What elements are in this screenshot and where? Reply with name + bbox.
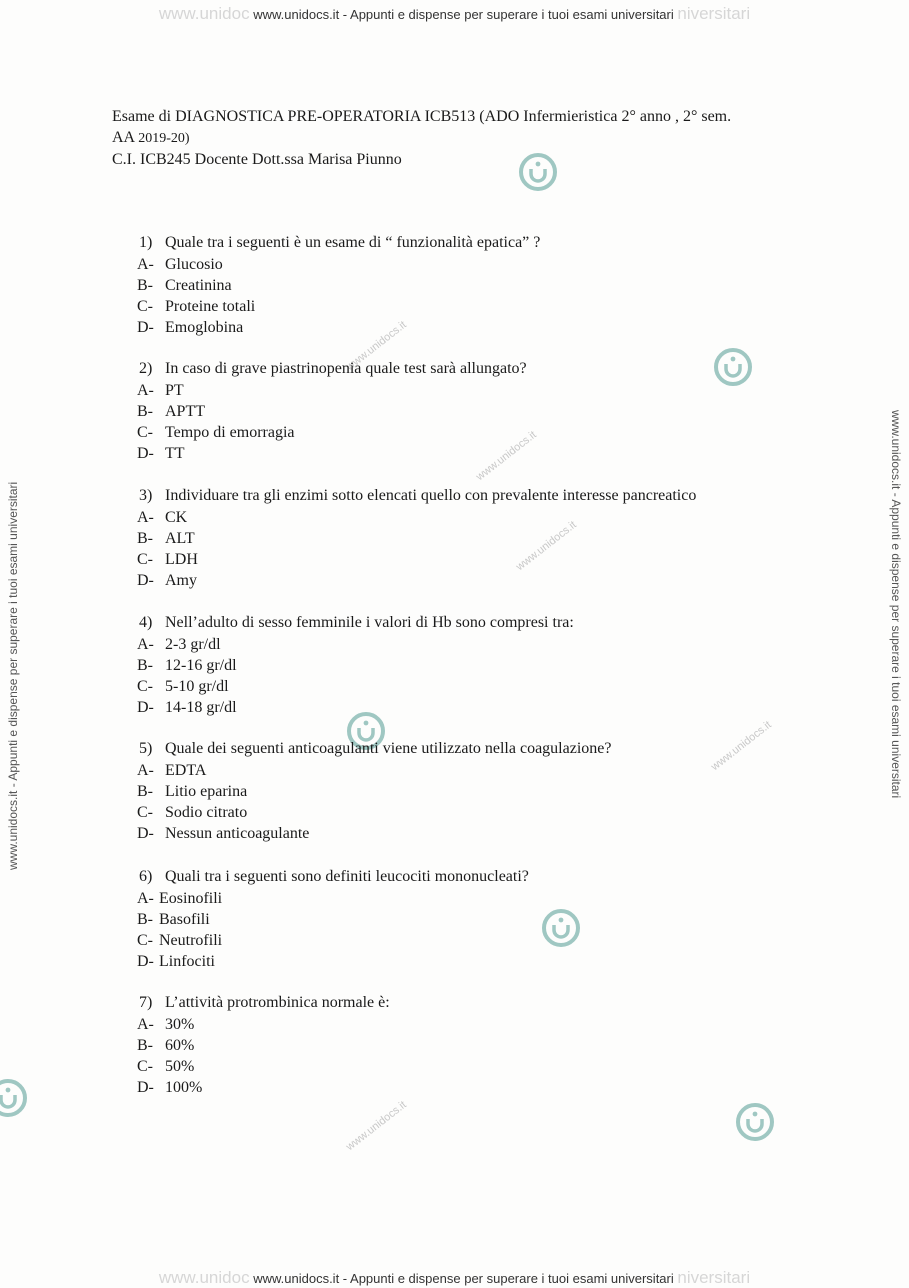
question-4 [137, 612, 837, 718]
question-text: Quale dei seguenti anticoagulanti viene utilizzato nella coagulazione? [165, 740, 612, 757]
question-text: L’attività protrombinica normale è: [165, 994, 390, 1011]
option-c: C- 50% [137, 1058, 195, 1075]
option-b: B- ALT [137, 530, 195, 547]
exam-course-teacher: C.I. ICB245 Docente Dott.ssa Marisa Piunno [112, 151, 402, 168]
question-number: 7) [139, 994, 153, 1011]
exam-header [112, 106, 852, 170]
option-b: B- Basofili [137, 911, 210, 928]
watermark-footer-text: www.unidocs.it - Appunti e dispense per superare i tuoi esami universitari [253, 1271, 674, 1286]
watermark-faint-right: niversitari [677, 1268, 751, 1287]
exam-academic-year [112, 127, 852, 149]
watermark-footer [0, 1268, 909, 1288]
option-a: A- 30% [137, 1016, 195, 1033]
question-2 [137, 358, 837, 464]
option-b: B- APTT [137, 403, 205, 420]
option-b: B- Litio eparina [137, 783, 248, 800]
question-5 [137, 738, 837, 844]
watermark-diagonal: www.unidocs.it [344, 1098, 409, 1154]
option-c: C- LDH [137, 551, 198, 568]
question-text: Nell’adulto di sesso femminile i valori di Hb sono compresi tra: [165, 614, 574, 631]
watermark-side-right: www.unidocs.it - Appunti e dispense per superare i tuoi esami universitari [889, 410, 903, 799]
watermark-faint-left: www.unidoc [158, 4, 250, 23]
option-a: A- Eosinofili [137, 890, 223, 907]
option-b: B- Creatinina [137, 277, 232, 294]
option-b: B- 60% [137, 1037, 195, 1054]
option-c: C- Sodio citrato [137, 804, 248, 821]
question-text: Quali tra i seguenti sono definiti leucociti mononucleati? [165, 868, 529, 885]
option-a: A- 2-3 gr/dl [137, 636, 221, 653]
option-a: A- CK [137, 509, 188, 526]
question-7 [137, 992, 837, 1098]
option-c: C- Proteine totali [137, 298, 256, 315]
exam-title: Esame di DIAGNOSTICA PRE-OPERATORIA ICB513 (ADO Infermieristica 2° anno , 2° sem. [112, 108, 732, 125]
option-d: D- TT [137, 445, 185, 462]
option-a: A- EDTA [137, 762, 207, 779]
question-1 [137, 232, 837, 338]
option-d: D- Linfociti [137, 953, 215, 970]
option-c: C- 5-10 gr/dl [137, 678, 229, 695]
question-number: 1) [139, 234, 153, 251]
option-c: C- Tempo di emorragia [137, 424, 295, 441]
question-number: 2) [139, 360, 153, 377]
option-a: A- PT [137, 382, 184, 399]
option-d: D- 100% [137, 1079, 203, 1096]
year-value: 2019-20) [138, 131, 190, 146]
option-d: D- Amy [137, 572, 197, 589]
option-d: D- 14-18 gr/dl [137, 699, 237, 716]
question-text: Individuare tra gli enzimi sotto elencati quello con prevalente interesse pancreatico [165, 487, 697, 504]
watermark-header [0, 4, 909, 24]
watermark-faint-right: niversitari [677, 4, 751, 23]
question-number: 6) [139, 868, 153, 885]
watermark-diagonal: www.unidocs.it [709, 718, 774, 774]
option-c: C- Neutrofili [137, 932, 223, 949]
question-text: In caso di grave piastrinopenia quale test sarà allungato? [165, 360, 527, 377]
question-number: 5) [139, 740, 153, 757]
aa-label: AA [112, 129, 135, 146]
question-number: 4) [139, 614, 153, 631]
watermark-side-left: www.unidocs.it - Appunti e dispense per superare i tuoi esami universitari [6, 481, 20, 870]
watermark-faint-left: www.unidoc [158, 1268, 250, 1287]
option-d: D- Nessun anticoagulante [137, 825, 310, 842]
watermark-diagonal: www.unidocs.it [514, 518, 579, 574]
unidocs-logo-icon [0, 1078, 28, 1118]
question-number: 3) [139, 487, 153, 504]
option-a: A- Glucosio [137, 256, 223, 273]
option-b: B- 12-16 gr/dl [137, 657, 237, 674]
question-text: Quale tra i seguenti è un esame di “ funzionalità epatica” ? [165, 234, 541, 251]
question-3 [137, 485, 837, 591]
unidocs-logo-icon [735, 1102, 775, 1142]
option-d: D- Emoglobina [137, 319, 244, 336]
question-6 [137, 866, 837, 972]
watermark-header-text: www.unidocs.it - Appunti e dispense per superare i tuoi esami universitari [253, 7, 674, 22]
watermark-diagonal: www.unidocs.it [474, 428, 539, 484]
watermark-diagonal: www.unidocs.it [344, 318, 409, 374]
